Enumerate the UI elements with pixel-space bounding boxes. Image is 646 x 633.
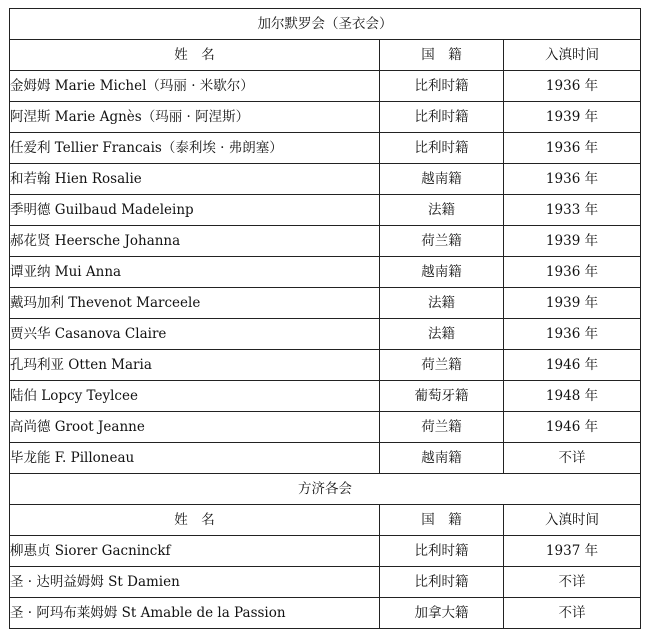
table-body	[10, 9, 641, 629]
cell-arrival-time: 1946 年	[504, 350, 641, 381]
cell-name: 谭亚纳 Mui Anna	[10, 257, 380, 288]
cell-arrival-time: 不详	[504, 567, 641, 598]
header-nationality: 国 籍	[380, 40, 504, 71]
cell-arrival-time: 1936 年	[504, 133, 641, 164]
cell-name: 贾兴华 Casanova Claire	[10, 319, 380, 350]
table-row	[10, 381, 641, 412]
header-nationality: 国 籍	[380, 505, 504, 536]
document	[9, 8, 640, 629]
missionaries-table	[9, 8, 641, 629]
header-row	[10, 505, 641, 536]
cell-nationality: 越南籍	[380, 164, 504, 195]
cell-nationality: 比利时籍	[380, 71, 504, 102]
cell-nationality: 加拿大籍	[380, 598, 504, 629]
cell-name: 孔玛利亚 Otten Maria	[10, 350, 380, 381]
cell-nationality: 比利时籍	[380, 567, 504, 598]
table-row	[10, 226, 641, 257]
cell-arrival-time: 1933 年	[504, 195, 641, 226]
cell-arrival-time: 1936 年	[504, 71, 641, 102]
cell-name: 毕龙能 F. Pilloneau	[10, 443, 380, 474]
cell-arrival-time: 1948 年	[504, 381, 641, 412]
header-name: 姓 名	[10, 40, 380, 71]
table-row	[10, 598, 641, 629]
header-arrival-time: 入滇时间	[504, 40, 641, 71]
cell-name: 陆伯 Lopcy Teylcee	[10, 381, 380, 412]
cell-arrival-time: 1936 年	[504, 319, 641, 350]
header-name: 姓 名	[10, 505, 380, 536]
cell-arrival-time: 1939 年	[504, 102, 641, 133]
cell-nationality: 越南籍	[380, 257, 504, 288]
table-row	[10, 257, 641, 288]
cell-nationality: 越南籍	[380, 443, 504, 474]
cell-name: 季明德 Guilbaud Madeleinp	[10, 195, 380, 226]
table-row	[10, 195, 641, 226]
cell-name: 柳惠贞 Siorer Gacninckf	[10, 536, 380, 567]
cell-name: 郝花贤 Heersche Johanna	[10, 226, 380, 257]
table-row	[10, 350, 641, 381]
cell-nationality: 法籍	[380, 319, 504, 350]
table-row	[10, 536, 641, 567]
section-title: 方济各会	[10, 474, 641, 505]
cell-name: 圣 · 阿玛布莱姆姆 St Amable de la Passion	[10, 598, 380, 629]
cell-nationality: 比利时籍	[380, 536, 504, 567]
cell-arrival-time: 1939 年	[504, 226, 641, 257]
cell-arrival-time: 1936 年	[504, 257, 641, 288]
cell-arrival-time: 1937 年	[504, 536, 641, 567]
cell-nationality: 葡萄牙籍	[380, 381, 504, 412]
cell-name: 圣 · 达明益姆姆 St Damien	[10, 567, 380, 598]
cell-nationality: 荷兰籍	[380, 412, 504, 443]
table-row	[10, 133, 641, 164]
cell-name: 高尚德 Groot Jeanne	[10, 412, 380, 443]
cell-nationality: 比利时籍	[380, 102, 504, 133]
cell-arrival-time: 1939 年	[504, 288, 641, 319]
cell-arrival-time: 不详	[504, 598, 641, 629]
table-row	[10, 319, 641, 350]
cell-name: 戴玛加利 Thevenot Marceele	[10, 288, 380, 319]
cell-name: 金姆姆 Marie Michel（玛丽 · 米歇尔）	[10, 71, 380, 102]
cell-name: 阿涅斯 Marie Agnès（玛丽 · 阿涅斯）	[10, 102, 380, 133]
table-row	[10, 71, 641, 102]
cell-nationality: 法籍	[380, 195, 504, 226]
cell-nationality: 比利时籍	[380, 133, 504, 164]
cell-name: 任爱利 Tellier Francais（泰利埃 · 弗朗塞）	[10, 133, 380, 164]
cell-arrival-time: 1936 年	[504, 164, 641, 195]
table-row	[10, 164, 641, 195]
header-row	[10, 40, 641, 71]
section-title-row	[10, 9, 641, 40]
section-title: 加尔默罗会（圣衣会）	[10, 9, 641, 40]
table-row	[10, 567, 641, 598]
table-row	[10, 443, 641, 474]
table-row	[10, 102, 641, 133]
cell-arrival-time: 1946 年	[504, 412, 641, 443]
cell-arrival-time: 不详	[504, 443, 641, 474]
cell-nationality: 荷兰籍	[380, 226, 504, 257]
cell-name: 和若翰 Hien Rosalie	[10, 164, 380, 195]
section-title-row	[10, 474, 641, 505]
table-row	[10, 288, 641, 319]
cell-nationality: 法籍	[380, 288, 504, 319]
table-row	[10, 412, 641, 443]
header-arrival-time: 入滇时间	[504, 505, 641, 536]
cell-nationality: 荷兰籍	[380, 350, 504, 381]
